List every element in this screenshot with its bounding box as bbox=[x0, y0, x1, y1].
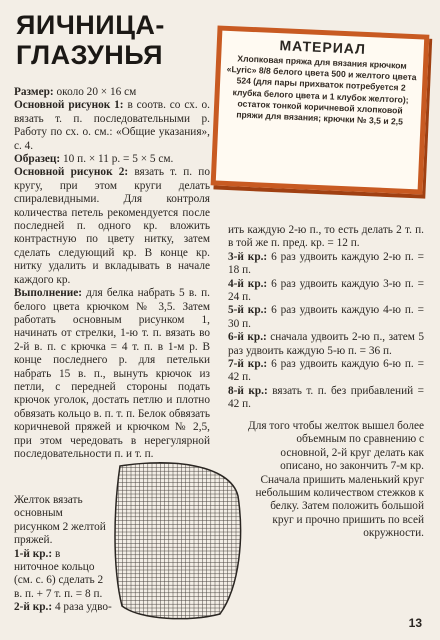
paragraph: Для того чтобы желток вышел более объемным по сравнению с основной, 2-й круг делать как описано, но закончить 7-м кр. Сначала пришить маленький круг небольшим количеством стежков к белку. Затем положить большой круг и прочно пришить по всей окружности. bbox=[248, 420, 424, 540]
material-box bbox=[211, 25, 430, 194]
paragraph: Желток вязать основным рисунком 2 желтой пряжей. bbox=[14, 494, 106, 547]
paragraph: Основной рисунок 2: вязать т. п. по кругу, при этом круги делать спиралевидными. Для контроля количества петель рекомендуется после последней п. одного кр. вложить контрастную по цвету нитку, затем сделать следующий кр. В конце кр. нитку удалить и вкладывать в начале каждого кр. bbox=[14, 166, 210, 286]
material-heading: МАТЕРИАЛ bbox=[279, 37, 367, 57]
paragraph: 1-й кр.: в ниточное кольцо (см. с. 6) сделать 2 в. п. + 7 т. п. = 8 п. bbox=[14, 547, 104, 600]
page-title: ЯИЧНИЦА-ГЛАЗУНЬЯ bbox=[16, 10, 165, 70]
right-column bbox=[228, 224, 424, 412]
paragraph: 5-й кр.: 6 раз удвоить каждую 4-ю п. = 30 п. bbox=[228, 304, 424, 330]
left-column bbox=[14, 86, 210, 461]
paragraph: 3-й кр.: 6 раз удвоить каждую 2-ю п. = 18 п. bbox=[228, 250, 424, 277]
material-text: Хлопковая пряжа для вязания крючком «Lyric» 8/8 белого цвета 500 и желтого цвета 524 (для пары прихваток потребуется 2 клубка белого цвета и 1 клубок желтого); остаток тонкой коричневой хлопковой пряжи для вязания; крючки № 3,5 и 2,5 bbox=[226, 53, 417, 127]
paragraph: Образец: 10 п. × 11 р. = 5 × 5 см. bbox=[14, 153, 174, 166]
page-number: 13 bbox=[408, 616, 422, 630]
paragraph: Основной рисунок 1: в соотв. со сх. о. вязать т. п. последовательными р. Работу по сх. о. см.: «Общие указания», с. 4. bbox=[14, 99, 210, 152]
paragraph: 6-й кр.: сначала удвоить 2-ю п., затем 5 раз удвоить каждую 5-ю п. = 36 п. bbox=[228, 331, 425, 357]
paragraph: Размер: около 20 × 16 см bbox=[14, 86, 137, 98]
right-lower-column bbox=[248, 420, 424, 541]
paragraph: 4-й кр.: 6 раз удвоить каждую 3-ю п. = 24 п. bbox=[228, 277, 424, 304]
paragraph: 2-й кр.: 4 раза удво- bbox=[14, 601, 112, 614]
paragraph: ить каждую 2-ю п., то есть делать 2 т. п. в той же п. пред. кр. = 12 п. bbox=[228, 224, 424, 250]
paragraph: Выполнение: для белка набрать 5 в. п. белого цвета крючком № 3,5. Затем работать основным рисунком 1, начинать от стрелки, 1-ю т. п. вязать во 2-й в. п. с крючка = 4 т. п. в 1-м р. В конце последнего р. для петельки набрать 15 в. п., вынуть крючок из петли, с передней стороны подать крючок уголок, достать петлю и плотно обвязать кольцо в. п. т. п. Белок обвязать коричневой пряжей и крючком № 2,5, при этом чередовать в нерегулярной последовательности п. и т. п. bbox=[14, 287, 210, 460]
paragraph: 8-й кр.: вязать т. п. без прибавлений = 42 п. bbox=[228, 384, 424, 411]
paragraph: 7-й кр.: 6 раз удвоить каждую 6-ю п. = 42 п. bbox=[228, 358, 424, 384]
left-lower-column bbox=[14, 494, 112, 615]
crochet-chart-grid bbox=[110, 456, 244, 622]
